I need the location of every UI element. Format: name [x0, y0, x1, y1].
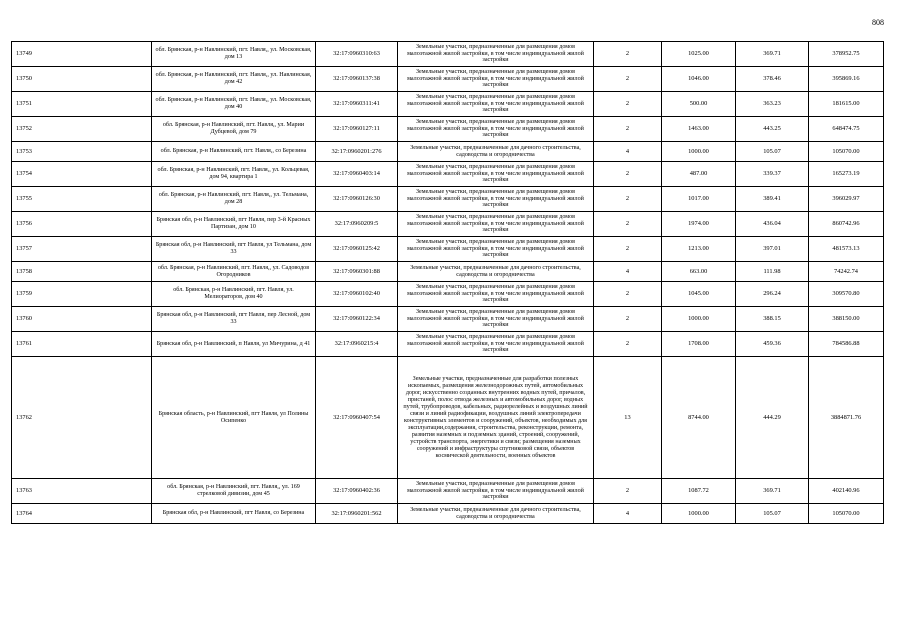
row-number: 13757 [12, 237, 152, 262]
cadastral-value-cell: 402140.96 [809, 479, 884, 504]
use-group-cell: 4 [594, 504, 662, 524]
specific-value-cell: 388.15 [736, 307, 809, 332]
table-row [12, 212, 884, 237]
use-group-cell: 13 [594, 357, 662, 479]
address-cell: обл. Брянская, р-н Навлинский, пгт. Навля, ул. Мелиораторов, дом 40 [152, 282, 316, 307]
cadastral-value-cell: 481573.13 [809, 237, 884, 262]
row-number: 13752 [12, 117, 152, 142]
address-cell: Брянская обл, р-н Навлинский, пгт Навля, пер 3-й Красных Партизан, дом 10 [152, 212, 316, 237]
specific-value-cell: 397.01 [736, 237, 809, 262]
area-cell: 500.00 [662, 92, 736, 117]
address-cell: Брянская область, р-н Навлинский, пгт Навля, ул Полины Осипенко [152, 357, 316, 479]
cadastral-number-cell: 32:17:0960201:276 [316, 142, 398, 162]
use-group-cell: 4 [594, 262, 662, 282]
cadastral-value-cell: 3884871.76 [809, 357, 884, 479]
table-row [12, 307, 884, 332]
land-use-cell: Земельные участки, предназначенные для размещения домов малоэтажной жилой застройки, в том числе индивидуальной жилой застройки [398, 479, 594, 504]
land-use-cell: Земельные участки, предназначенные для размещения домов малоэтажной жилой застройки, в том числе индивидуальной жилой застройки [398, 332, 594, 357]
page-number: 808 [872, 18, 884, 27]
cadastral-number-cell: 32:17:0960215:4 [316, 332, 398, 357]
address-cell: обл. Брянская, р-н Навлинский, пгт. Навля,, ул. Московская, дом 13 [152, 42, 316, 67]
cadastral-number-cell: 32:17:0960201:562 [316, 504, 398, 524]
row-number: 13759 [12, 282, 152, 307]
row-number: 13749 [12, 42, 152, 67]
cadastral-value-cell: 105070.00 [809, 504, 884, 524]
land-use-cell: Земельные участки, предназначенные для размещения домов малоэтажной жилой застройки, в том числе индивидуальной жилой застройки [398, 307, 594, 332]
specific-value-cell: 436.04 [736, 212, 809, 237]
land-use-cell: Земельные участки, предназначенные для размещения домов малоэтажной жилой застройки, в том числе индивидуальной жилой застройки [398, 162, 594, 187]
use-group-cell: 4 [594, 142, 662, 162]
table-row [12, 187, 884, 212]
table-row [12, 357, 884, 479]
area-cell: 1000.00 [662, 504, 736, 524]
land-use-cell: Земельные участки, предназначенные для размещения домов малоэтажной жилой застройки, в том числе индивидуальной жилой застройки [398, 187, 594, 212]
cadastral-value-cell: 378952.75 [809, 42, 884, 67]
address-cell: обл. Брянская, р-н Навлинский, пгт. Навля,, ул. Навлинская, дом 42 [152, 67, 316, 92]
area-cell: 1045.00 [662, 282, 736, 307]
specific-value-cell: 378.46 [736, 67, 809, 92]
cadastral-number-cell: 32:17:0960407:54 [316, 357, 398, 479]
use-group-cell: 2 [594, 332, 662, 357]
use-group-cell: 2 [594, 282, 662, 307]
cadastral-value-cell: 165273.19 [809, 162, 884, 187]
area-cell: 1025.00 [662, 42, 736, 67]
cadastral-value-cell: 395869.16 [809, 67, 884, 92]
table-row [12, 142, 884, 162]
land-use-cell: Земельные участки, предназначенные для размещения домов малоэтажной жилой застройки, в том числе индивидуальной жилой застройки [398, 282, 594, 307]
area-cell: 663.00 [662, 262, 736, 282]
row-number: 13764 [12, 504, 152, 524]
area-cell: 1213.00 [662, 237, 736, 262]
row-number: 13751 [12, 92, 152, 117]
cadastral-number-cell: 32:17:0960102:40 [316, 282, 398, 307]
area-cell: 1000.00 [662, 307, 736, 332]
specific-value-cell: 369.71 [736, 479, 809, 504]
row-number: 13750 [12, 67, 152, 92]
table-row [12, 92, 884, 117]
use-group-cell: 2 [594, 212, 662, 237]
land-use-cell: Земельные участки, предназначенные для дачного строительства, садоводства и огородничества [398, 262, 594, 282]
cadastral-value-cell: 396029.97 [809, 187, 884, 212]
area-cell: 1017.00 [662, 187, 736, 212]
cadastral-number-cell: 32:17:0960126:30 [316, 187, 398, 212]
table-row [12, 237, 884, 262]
row-number: 13753 [12, 142, 152, 162]
specific-value-cell: 443.25 [736, 117, 809, 142]
table-row [12, 332, 884, 357]
land-use-cell: Земельные участки, предназначенные для размещения домов малоэтажной жилой застройки, в том числе индивидуальной жилой застройки [398, 67, 594, 92]
cadastral-value-cell: 388150.00 [809, 307, 884, 332]
table-row [12, 162, 884, 187]
address-cell: обл. Брянская, р-н Навлинский, пгт. Навля,, ул. Московская, дом 40 [152, 92, 316, 117]
cadastral-number-cell: 32:17:0960209:5 [316, 212, 398, 237]
address-cell: обл. Брянская, р-н Навлинский, пгт. Навля,, ул. Марии Дубцевой, дом 79 [152, 117, 316, 142]
table-row [12, 504, 884, 524]
table-row [12, 117, 884, 142]
area-cell: 1463.00 [662, 117, 736, 142]
cadastral-value-cell: 784586.88 [809, 332, 884, 357]
row-number: 13761 [12, 332, 152, 357]
specific-value-cell: 363.23 [736, 92, 809, 117]
address-cell: Брянская обл, р-н Навлинский, п Навля, ул Мичурина, д 41 [152, 332, 316, 357]
cadastral-number-cell: 32:17:0960127:11 [316, 117, 398, 142]
row-number: 13763 [12, 479, 152, 504]
row-number: 13756 [12, 212, 152, 237]
land-use-cell: Земельные участки, предназначенные для дачного строительства, садоводства и огородничества [398, 142, 594, 162]
address-cell: Брянская обл, р-н Навлинский, пгт Навля, ул Тельмана, дом 33 [152, 237, 316, 262]
cadastral-number-cell: 32:17:0960301:88 [316, 262, 398, 282]
use-group-cell: 2 [594, 92, 662, 117]
cadastral-number-cell: 32:17:0960137:38 [316, 67, 398, 92]
address-cell: обл. Брянская, р-н Навлинский, пгт. Навля,, со Березина [152, 142, 316, 162]
area-cell: 487.00 [662, 162, 736, 187]
specific-value-cell: 339.37 [736, 162, 809, 187]
specific-value-cell: 105.07 [736, 142, 809, 162]
row-number: 13760 [12, 307, 152, 332]
address-cell: обл. Брянская, р-н Навлинский, пгт. Навля,, ул. Садоводов Огородников [152, 262, 316, 282]
address-cell: Брянская обл, р-н Навлинский, пгт Навля, со Березина [152, 504, 316, 524]
row-number: 13754 [12, 162, 152, 187]
address-cell: обл. Брянская, р-н Навлинский, пгт. Навля,, ул. Тельмана, дом 28 [152, 187, 316, 212]
land-use-cell: Земельные участки, предназначенные для размещения домов малоэтажной жилой застройки, в том числе индивидуальной жилой застройки [398, 42, 594, 67]
specific-value-cell: 296.24 [736, 282, 809, 307]
cadastral-value-cell: 74242.74 [809, 262, 884, 282]
cadastral-number-cell: 32:17:0960310:63 [316, 42, 398, 67]
cadastral-number-cell: 32:17:0960402:36 [316, 479, 398, 504]
use-group-cell: 2 [594, 117, 662, 142]
cadastral-value-cell: 860742.96 [809, 212, 884, 237]
row-number: 13758 [12, 262, 152, 282]
row-number: 13762 [12, 357, 152, 479]
address-cell: Брянская обл, р-н Навлинский, пгт Навля, пер Лесной, дом 33 [152, 307, 316, 332]
area-cell: 1974.00 [662, 212, 736, 237]
specific-value-cell: 459.36 [736, 332, 809, 357]
land-use-cell: Земельные участки, предназначенные для размещения домов малоэтажной жилой застройки, в том числе индивидуальной жилой застройки [398, 212, 594, 237]
area-cell: 1087.72 [662, 479, 736, 504]
specific-value-cell: 389.41 [736, 187, 809, 212]
cadastral-value-cell: 648474.75 [809, 117, 884, 142]
cadastral-number-cell: 32:17:0960125:42 [316, 237, 398, 262]
table-row [12, 67, 884, 92]
land-use-cell: Земельные участки, предназначенные для дачного строительства, садоводства и огородничества [398, 504, 594, 524]
cadastral-value-cell: 105070.00 [809, 142, 884, 162]
specific-value-cell: 369.71 [736, 42, 809, 67]
cadastral-value-table [11, 41, 884, 524]
cadastral-number-cell: 32:17:0960311:41 [316, 92, 398, 117]
specific-value-cell: 105.07 [736, 504, 809, 524]
table-row [12, 262, 884, 282]
table-row [12, 479, 884, 504]
address-cell: обл. Брянская, р-н Навлинский, пгт. Навля,, ул. Кольцевая, дом 94, квартира 1 [152, 162, 316, 187]
use-group-cell: 2 [594, 237, 662, 262]
land-use-cell: Земельные участки, предназначенные для разработки полезных ископаемых, размещения железнодорожных путей, автомобильных дорог, искусственно созданных внутренних водных путей, причалов, пристаней, полос отвода железных и автомобильных дорог, водных путей, трубопроводов, кабельных, радиорелейных и воздушных линий связи и линий радиофикации, воздушных линий электропередачи конструктивных элементов и сооружений, объектов, необходимых для эксплуатации,содержания, строительства, реконструкции, ремонта, развития наземных и подземных зданий, строений, сооружений, устройств транспорта, энергетики и связи; размещения наземных сооружений и инфраструктуры спутниковой связи, объектов космической деятельности, военных объектов [398, 357, 594, 479]
use-group-cell: 2 [594, 479, 662, 504]
area-cell: 1000.00 [662, 142, 736, 162]
land-use-cell: Земельные участки, предназначенные для размещения домов малоэтажной жилой застройки, в том числе индивидуальной жилой застройки [398, 117, 594, 142]
specific-value-cell: 111.98 [736, 262, 809, 282]
table-row [12, 42, 884, 67]
address-cell: обл. Брянская, р-н Навлинский, пгт. Навля,, ул. 169 стрелковой дивизии, дом 45 [152, 479, 316, 504]
table-row [12, 282, 884, 307]
table-body [12, 42, 884, 524]
cadastral-value-cell: 181615.00 [809, 92, 884, 117]
land-use-cell: Земельные участки, предназначенные для размещения домов малоэтажной жилой застройки, в том числе индивидуальной жилой застройки [398, 92, 594, 117]
cadastral-value-cell: 309570.80 [809, 282, 884, 307]
use-group-cell: 2 [594, 187, 662, 212]
row-number: 13755 [12, 187, 152, 212]
cadastral-number-cell: 32:17:0960403:14 [316, 162, 398, 187]
cadastral-number-cell: 32:17:0960122:34 [316, 307, 398, 332]
area-cell: 1708.00 [662, 332, 736, 357]
use-group-cell: 2 [594, 67, 662, 92]
use-group-cell: 2 [594, 42, 662, 67]
specific-value-cell: 444.29 [736, 357, 809, 479]
use-group-cell: 2 [594, 307, 662, 332]
area-cell: 1046.00 [662, 67, 736, 92]
area-cell: 8744.00 [662, 357, 736, 479]
land-use-cell: Земельные участки, предназначенные для размещения домов малоэтажной жилой застройки, в том числе индивидуальной жилой застройки [398, 237, 594, 262]
use-group-cell: 2 [594, 162, 662, 187]
